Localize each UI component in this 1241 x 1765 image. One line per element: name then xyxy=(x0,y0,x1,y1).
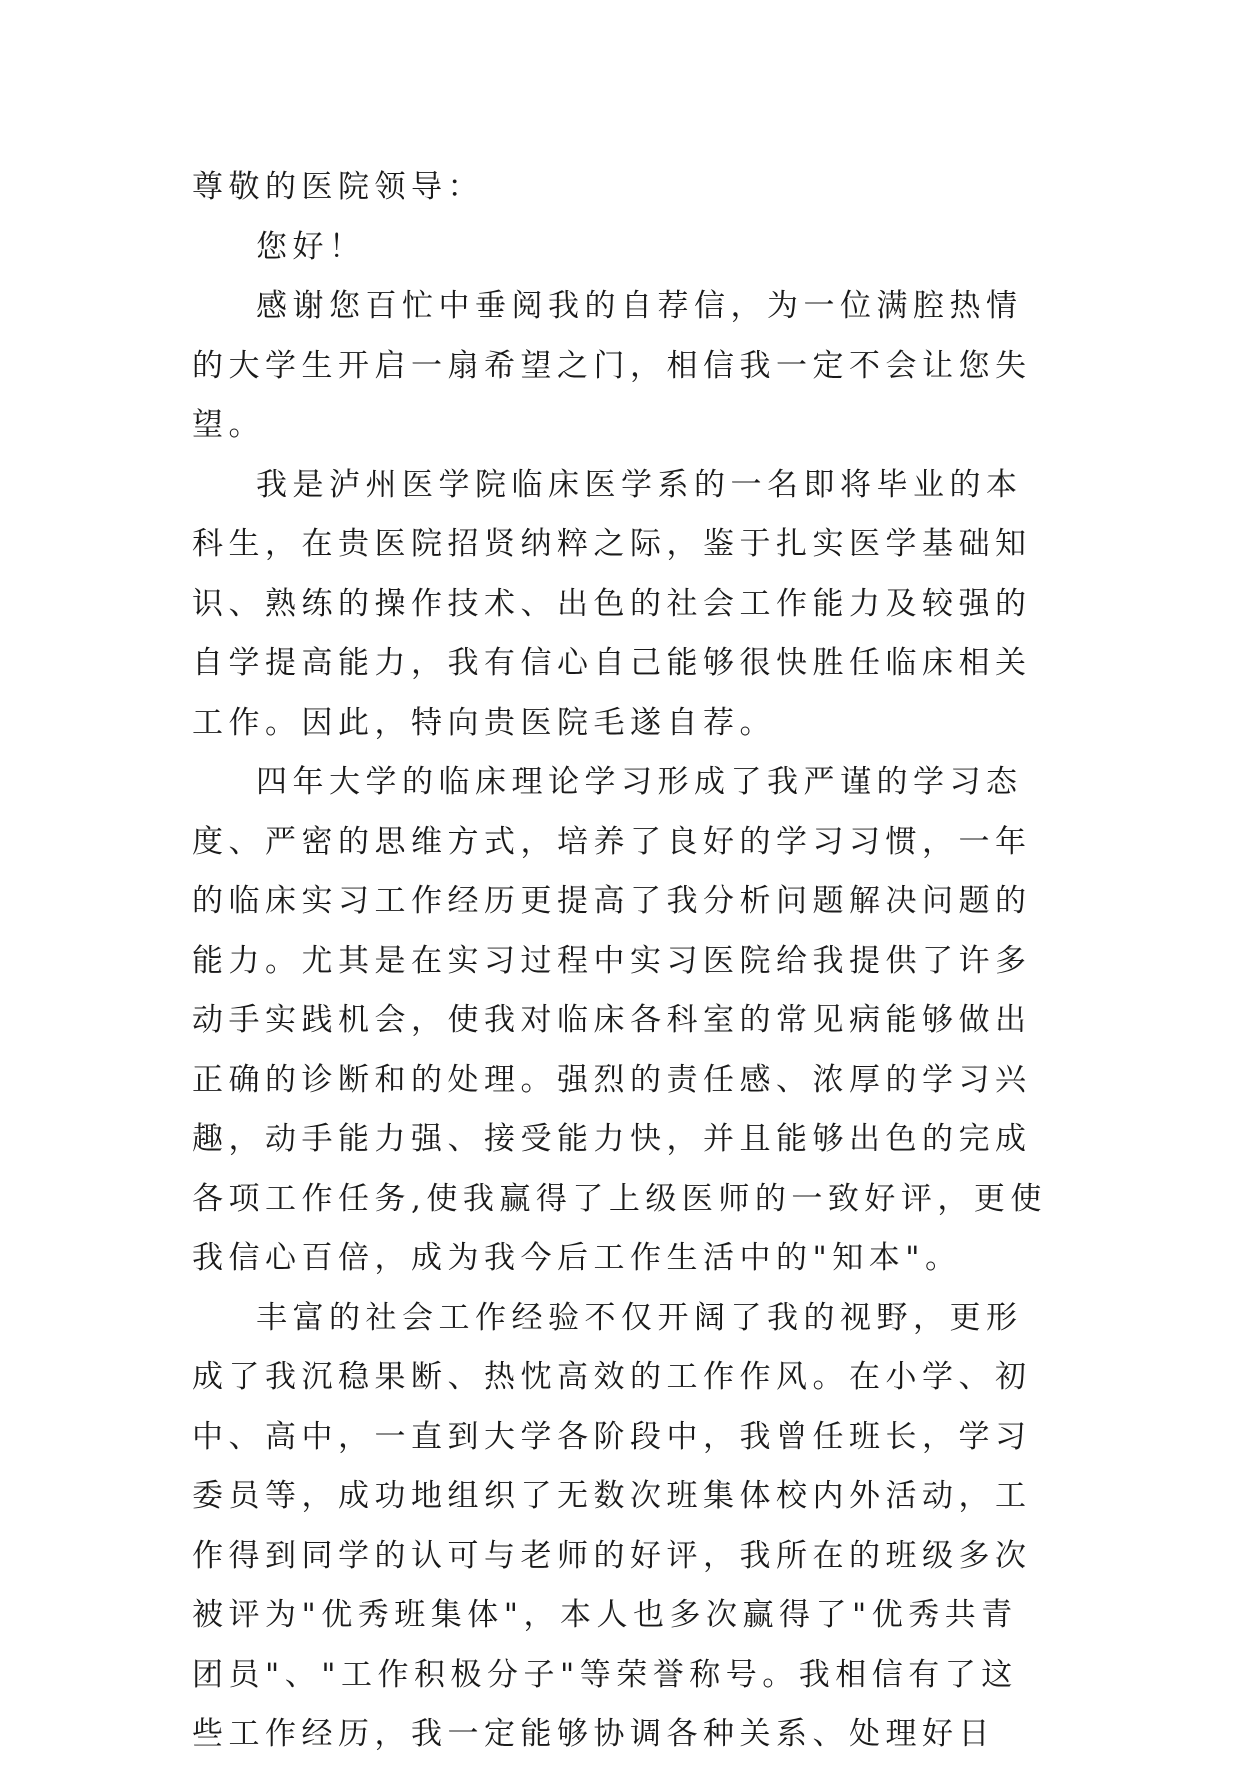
letter-greeting: 您好！ xyxy=(256,228,366,265)
letter-body xyxy=(192,158,1054,1765)
paragraph-thanks: 感谢您百忙中垂阅我的自荐信，为一位满腔热情的大学生开启一扇希望之门，相信我一定不会让您失望。 xyxy=(192,288,1032,443)
paragraph-social-experience: 丰富的社会工作经验不仅开阔了我的视野，更形成了我沉稳果断、热忱高效的工作作风。在小学、初中、高中，一直到大学各阶段中，我曾任班长，学习委员等，成功地组织了无数次班集体校内外活动，工作得到同学的认可与老师的好评，我所在的班级多次被评为"优秀班集体"，本人也多次赢得了"优秀共青团员"、"工作积极分子"等荣誉称号。我相信有了这些工作经历，我一定能够协调各种关系、处理好日 xyxy=(192,1299,1032,1752)
paragraph-introduction: 我是泸州医学院临床医学系的一名即将毕业的本科生，在贵医院招贤纳粹之际，鉴于扎实医学基础知识、熟练的操作技术、出色的社会工作能力及较强的自学提高能力，我有信心自己能够很快胜任临床相关工作。因此，特向贵医院毛遂自荐。 xyxy=(192,466,1032,741)
paragraph-study-experience: 四年大学的临床理论学习形成了我严谨的学习态度、严密的思维方式，培养了良好的学习习惯，一年的临床实习工作经历更提高了我分析问题解决问题的能力。尤其是在实习过程中实习医院给我提供了许多动手实践机会，使我对临床各科室的常见病能够做出正确的诊断和的处理。强烈的责任感、浓厚的学习兴趣，动手能力强、接受能力快，并且能够出色的完成各项工作任务,使我赢得了上级医师的一致好评，更使我信心百倍，成为我今后工作生活中的"知本"。 xyxy=(192,764,1047,1276)
letter-salutation: 尊敬的医院领导： xyxy=(192,169,484,205)
